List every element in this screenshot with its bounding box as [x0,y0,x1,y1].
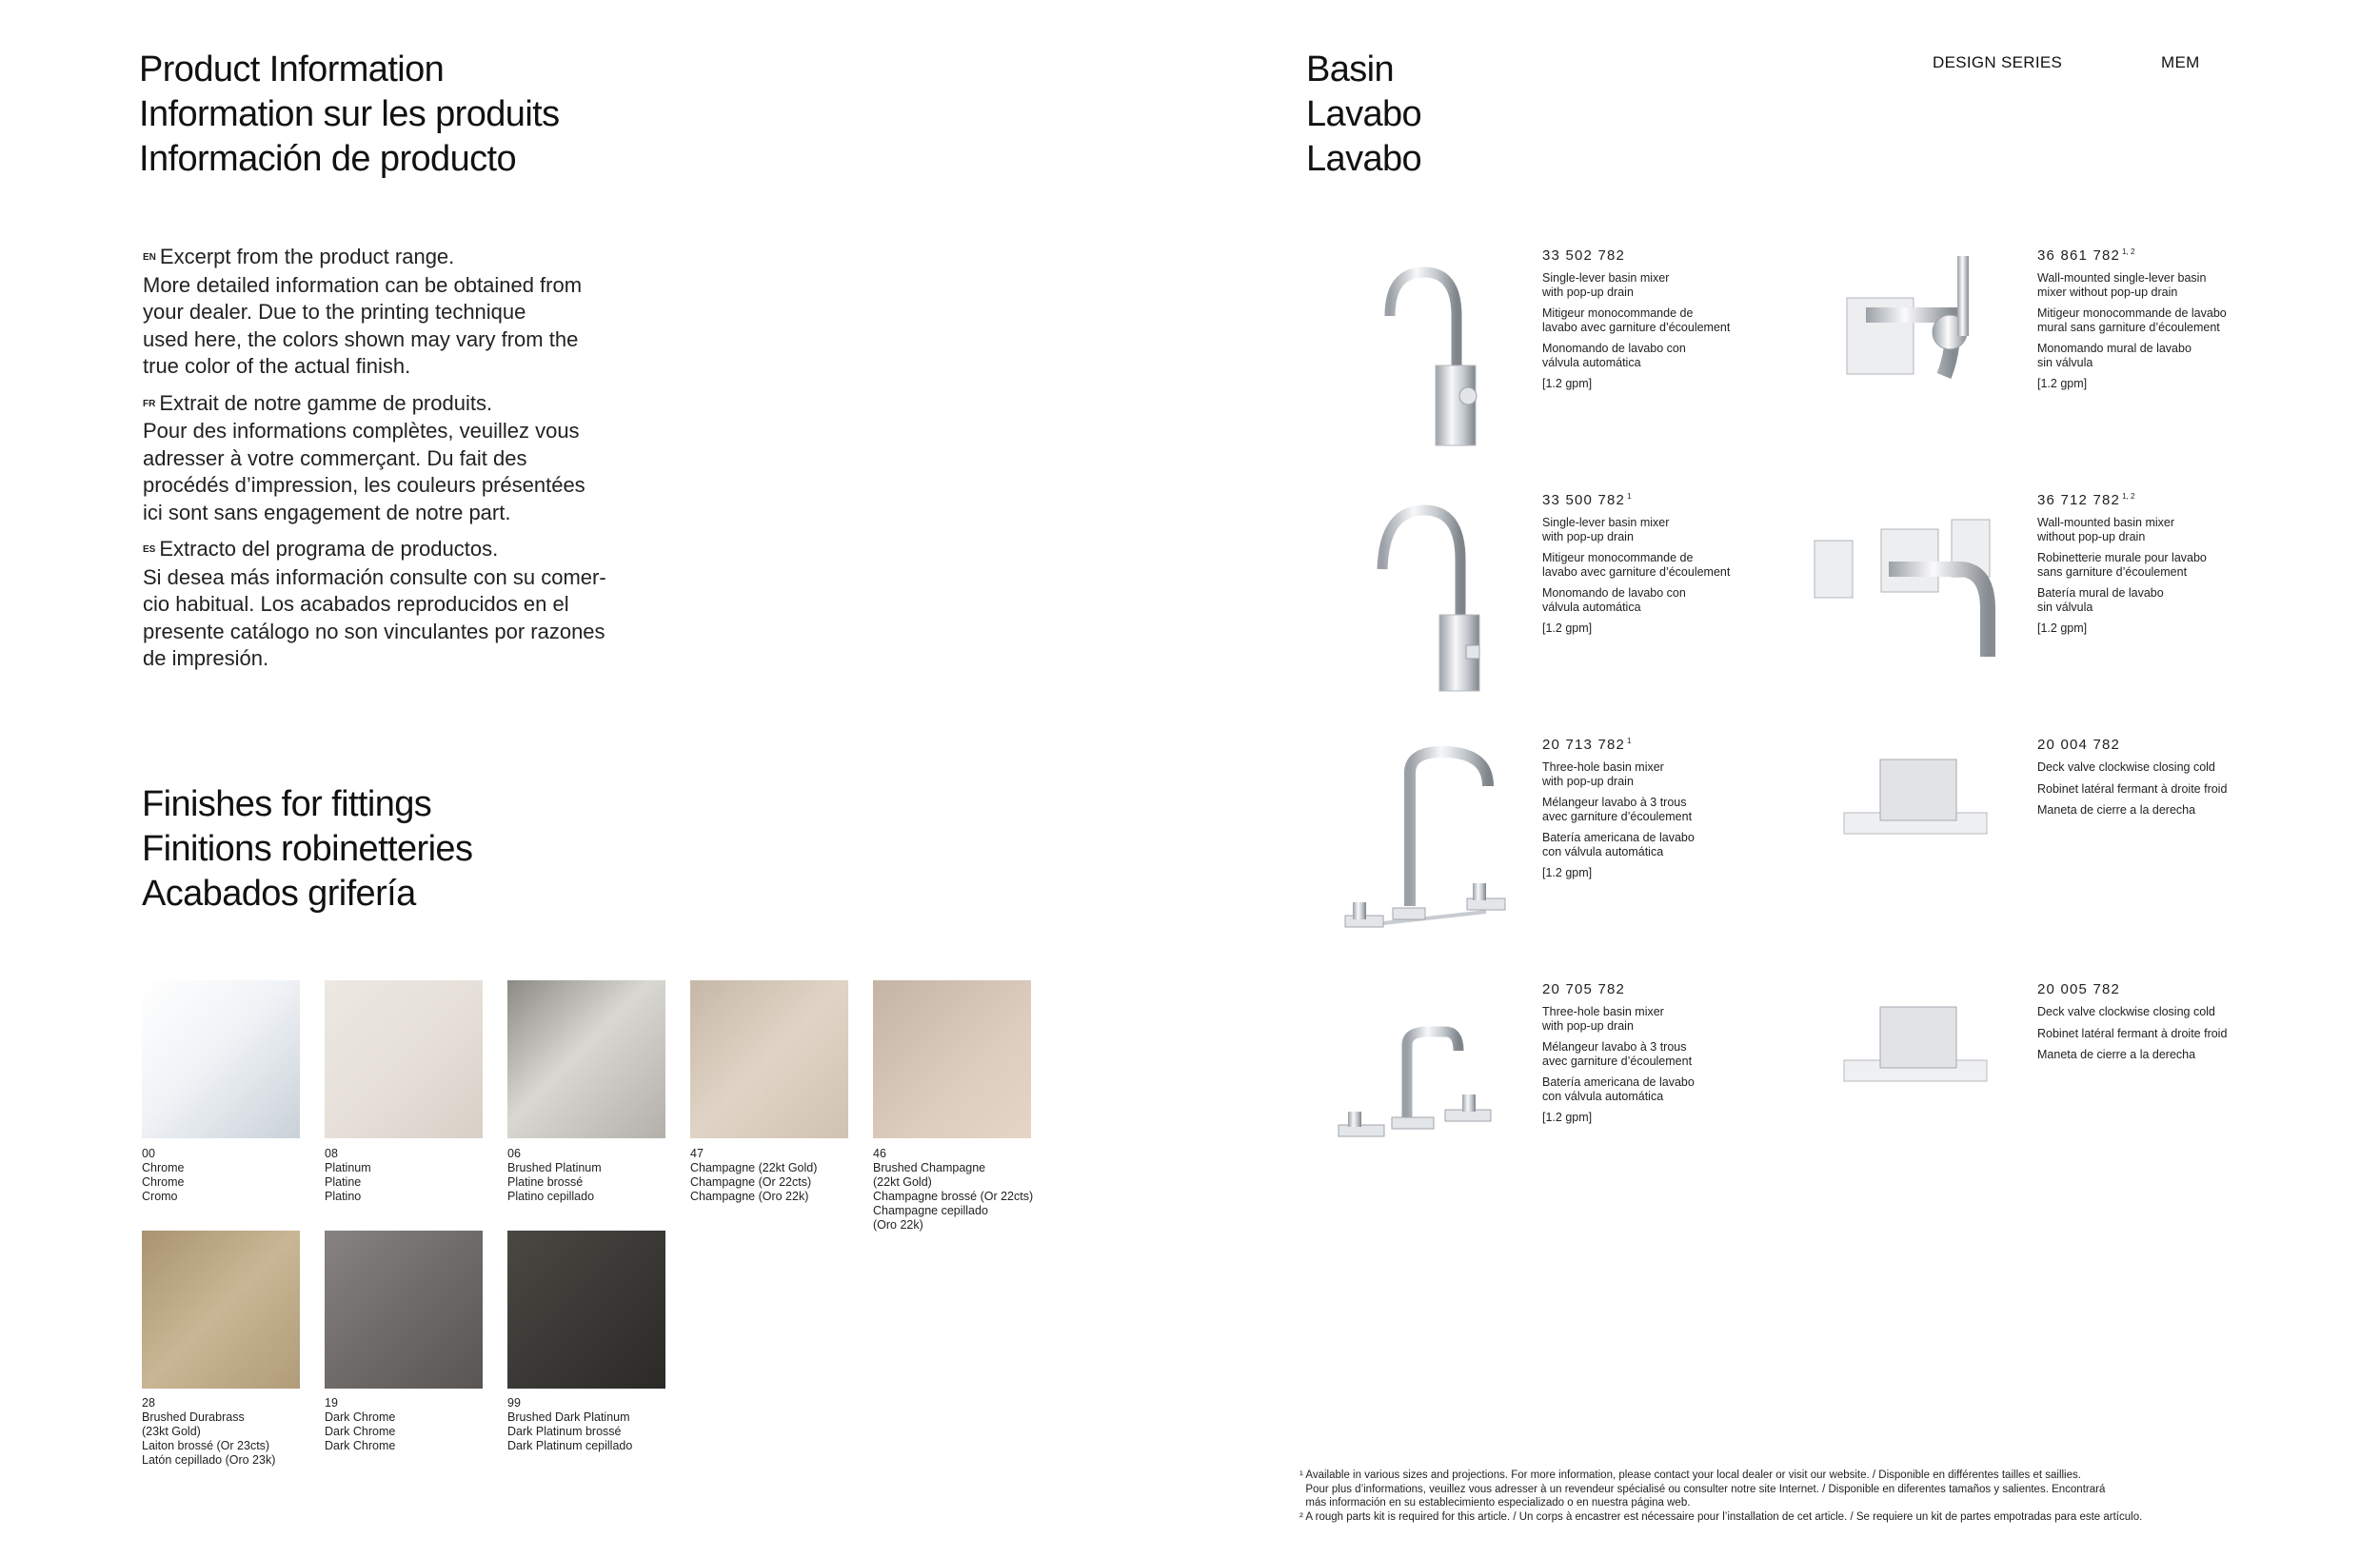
finish-label-champagne: 47 Champagne (22kt Gold) Champagne (Or 22cts) Champagne (Oro 22k) [690,1147,818,1203]
faucet-36712782-image [1809,495,1999,676]
finish-label-brushed-durabrass: 28 Brushed Durabrass (23kt Gold) Laiton brossé (Or 23cts) Latón cepillado (Oro 23k) [142,1396,276,1467]
intro-es: ES Extracto del programa de productos. Si desea más información consulte con su comer- cio habitual. Los acabados reproducidos en el presente catálogo no son vinculantes por razones de impresión. [143,537,606,670]
footnote-line: Pour plus d’informations, veuillez vous adresser à un revendeur spécialisé ou consulter notre site Internet. / Disponible en diferentes tamaños y salientes. Encontrará [1299,1483,2106,1495]
finish-label-brushed-platinum: 06 Brushed Platinum Platine brossé Platino cepillado [507,1147,602,1203]
finish-label-brushed-dark-platinum: 99 Brushed Dark Platinum Dark Platinum brossé Dark Platinum cepillado [507,1396,633,1452]
product-20705782: 20 705 782 Three-hole basin mixer with pop-up drain Mélangeur lavabo à 3 trous avec garniture d’écoulement Batería americana de lavabo con válvula automática [1.2 gpm] [1542,981,1695,1124]
finish-swatch-brushed-champagne [873,980,1031,1138]
faucet-33500782-image [1371,503,1495,693]
finish-swatch-brushed-durabrass [142,1231,300,1389]
design-series-name: MEM [2161,53,2200,71]
product-20004782: 20 004 782 Deck valve clockwise closing cold Robinet latéral fermant à droite froid Maneta de cierre a la derecha [2037,737,2228,817]
finish-label-platinum: 08 Platinum Platine Platino [325,1147,371,1203]
finish-label-dark-chrome: 19 Dark Chrome Dark Chrome Dark Chrome [325,1396,396,1452]
product-information-heading: Product Information Information sur les produits Información de producto [139,49,560,179]
faucet-36861782-image [1837,252,1999,395]
faucet-20705782-image [1333,1018,1523,1152]
deck-valve-20004782-image [1833,752,1994,857]
product-36712782: 36 712 782 $^{1, 2}$ Wall-mounted basin mixer without pop-up drain Robinetterie murale pour lavabo sans garniture d’écoulement Batería mural de lavabo sin válvula [1.2 gpm] [2037,492,2207,635]
footnote-line: ² A rough parts kit is required for this article. / Un corps à encastrer est nécessaire pour l’installation de cet article. / Se requiere un kit de partes empotradas para este artículo. [1299,1510,2143,1523]
footnotes [1299,1469,2142,1524]
product-33500782: 33 500 782 $^1$ Single-lever basin mixer with pop-up drain Mitigeur monocommande de lavabo avec garniture d’écoulement Monomando de lavabo con válvula automática [1.2 gpm] [1542,492,1731,635]
product-33502782: 33 502 782 Single-lever basin mixer with pop-up drain Mitigeur monocommande de lavabo avec garniture d’écoulement Monomando de lavabo con válvula automática [1.2 gpm] [1542,247,1731,390]
faucet-20713782-image [1328,744,1518,944]
product-20005782: 20 005 782 Deck valve clockwise closing cold Robinet latéral fermant à droite froid Maneta de cierre a la derecha [2037,981,2228,1061]
finish-swatch-platinum [325,980,483,1138]
finish-swatch-chrome [142,980,300,1138]
basin-heading: Basin Lavabo Lavabo [1306,49,1422,179]
finish-label-brushed-champagne: 46 Brushed Champagne (22kt Gold) Champagne brossé (Or 22cts) Champagne cepillado (Oro 22k) [873,1147,1034,1232]
intro-en: EN Excerpt from the product range. More detailed information can be obtained from your dealer. Due to the printing technique used here, the colors shown may vary from the true color of the actual finish. [143,245,583,378]
intro-fr: FR Extrait de notre gamme de produits. Pour des informations complètes, veuillez vous adresser à votre commerçant. Du fait des procédés d’impression, les couleurs présentées ici sont sans engagement de notre part. [143,390,585,524]
finish-swatch-champagne [690,980,848,1138]
intro-text [143,244,638,682]
footnote-line: ¹ Available in various sizes and projections. For more information, please contact your local dealer or visit our website. / Disponible en différentes tailles et saillies. [1299,1469,2081,1481]
deck-valve-20005782-image [1833,999,1994,1104]
footnote-line: más información en su establecimiento especializado o en nuestra página web. [1299,1497,1691,1509]
finish-swatch-brushed-platinum [507,980,665,1138]
product-20713782: 20 713 782 $^1$ Three-hole basin mixer with pop-up drain Mélangeur lavabo à 3 trous avec garniture d’écoulement Batería americana de lavabo con válvula automática [1.2 gpm] [1542,737,1695,879]
product-36861782: 36 861 782 $^{1, 2}$ Wall-mounted single-lever basin mixer without pop-up drain Mitigeur monocommande de lavabo mural sans garniture d’écoulement Monomando mural de lavabo sin válvula [1.2 gpm] [2037,247,2227,390]
faucet-33502782-image [1371,259,1495,449]
finish-swatch-brushed-dark-platinum [507,1231,665,1389]
finish-swatch-dark-chrome [325,1231,483,1389]
finish-label-chrome: 00 Chrome Chrome Cromo [142,1147,185,1203]
design-series-label: DESIGN SERIES [1933,53,2063,71]
finishes-heading: Finishes for fittings Finitions robinetteries Acabados grifería [142,784,473,914]
